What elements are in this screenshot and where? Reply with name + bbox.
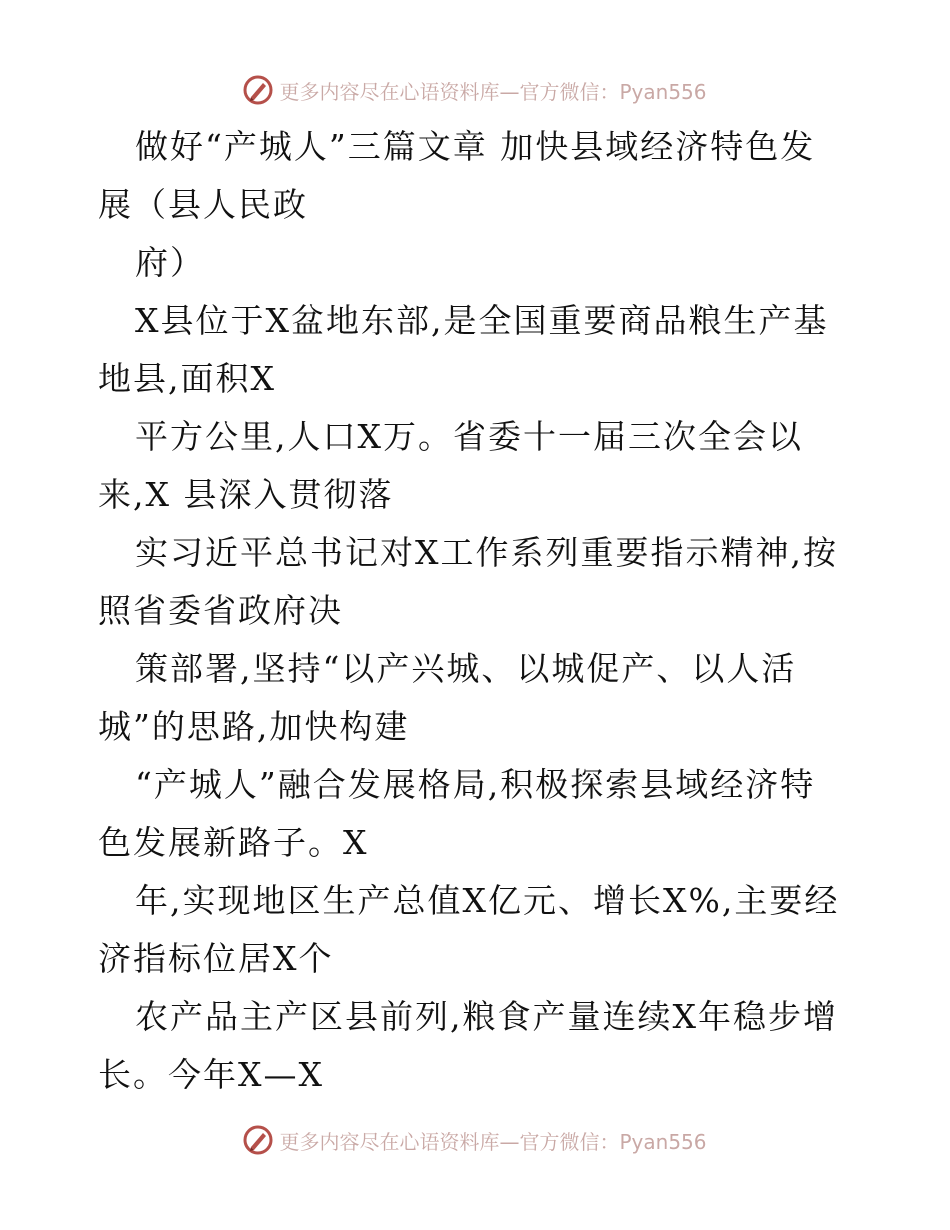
text-line: 实习近平总书记对X工作系列重要指示精神,按 bbox=[135, 533, 838, 572]
text-line: X县位于X盆地东部,是全国重要商品粮生产基 bbox=[135, 301, 829, 340]
text-line: 济指标位居X个 bbox=[98, 939, 334, 978]
text-line: “产城人”融合发展格局,积极探索县域经济特 bbox=[135, 765, 816, 804]
text-line: 做好“产城人”三篇文章 加快县域经济特色发 bbox=[135, 127, 816, 166]
footer-watermark bbox=[0, 1120, 950, 1160]
watermark-contact: Pyan556 bbox=[619, 79, 707, 104]
watermark-text bbox=[279, 76, 706, 105]
watermark-label: 更多内容尽在心语资料库—官方微信： bbox=[279, 1129, 620, 1154]
watermark-text bbox=[279, 1126, 706, 1155]
text-line: 策部署,坚持“以产兴城、以城促产、以人活 bbox=[135, 649, 797, 688]
text-line: 地县,面积X bbox=[98, 359, 276, 398]
text-line: 色发展新路子。X bbox=[98, 823, 369, 862]
text-line: 照省委省政府决 bbox=[98, 591, 343, 630]
text-line: 年,实现地区生产总值X亿元、增长X%,主要经 bbox=[135, 881, 840, 920]
pen-logo-icon bbox=[243, 1125, 273, 1155]
text-line: 城”的思路,加快构建 bbox=[98, 707, 410, 746]
text-line: 展（县人民政 bbox=[98, 185, 308, 224]
watermark-contact: Pyan556 bbox=[619, 1129, 707, 1154]
text-line: 府） bbox=[135, 243, 205, 282]
text-line: 平方公里,人口X万。省委十一届三次全会以 bbox=[135, 417, 803, 456]
pen-logo-icon bbox=[243, 75, 273, 105]
watermark-label: 更多内容尽在心语资料库—官方微信： bbox=[279, 79, 620, 104]
text-line: 长。今年X—X bbox=[98, 1055, 324, 1094]
header-watermark bbox=[0, 70, 950, 110]
text-line: 农产品主产区县前列,粮食产量连续X年稳步增 bbox=[135, 997, 838, 1036]
text-line: 来,X 县深入贯彻落 bbox=[98, 475, 394, 514]
